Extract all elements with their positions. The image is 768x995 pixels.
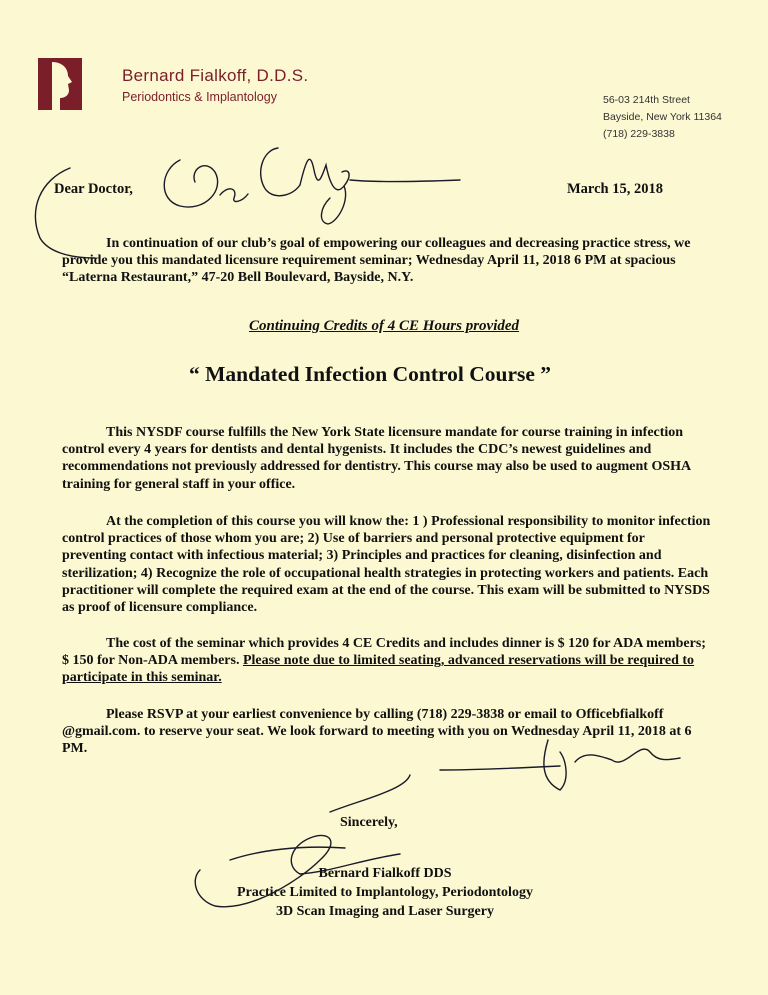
letter-date: March 15, 2018 — [567, 181, 663, 197]
cost-paragraph — [62, 635, 712, 687]
signer-practice: Practice Limited to Implantology, Periodontology — [237, 885, 533, 900]
signature-block — [200, 864, 570, 921]
signer-name: Bernard Fialkoff DDS — [318, 866, 452, 881]
salutation: Dear Doctor, — [54, 181, 133, 197]
objectives-paragraph — [62, 513, 712, 616]
closing: Sincerely, — [340, 815, 398, 830]
address-block — [603, 92, 722, 143]
intro-paragraph — [62, 235, 712, 287]
address-street: 56-03 214th Street — [603, 94, 690, 106]
specialty-letterhead: Periodontics & Implantology — [122, 90, 277, 104]
course-title: “ Mandated Infection Control Course ” — [188, 362, 552, 386]
signer-specialties: 3D Scan Imaging and Laser Surgery — [276, 904, 494, 919]
doctor-name-letterhead: Bernard Fialkoff, D.D.S. — [122, 66, 309, 85]
address-city: Bayside, New York 11364 — [603, 111, 722, 123]
intro-text: In continuation of our club’s goal of empowering our colleagues and decreasing practice stress, we provide you this mandated licensure requirement seminar; Wednesday April 11, 2018 6 PM at spacious “Laterna Restaurant,” 47-20 Bell Boulevard, Bayside, N.Y. — [62, 236, 691, 286]
course-description-paragraph — [62, 424, 712, 493]
rsvp-paragraph — [62, 706, 712, 758]
objectives-text: At the completion of this course you will know the: 1 ) Professional responsibility to monitor infection control practices of those whom you are; 2) Use of barriers and personal protective equipment for preventing contact with infectious material; 3) Principles and practices for cleaning, disinfection and sterilization; 4) Recognize the role of occupational health strategies in protecting workers and patients. Each practitioner will complete the required exam at the end of the course. This exam will be submitted to NYSDS as proof of licensure compliance. — [62, 514, 711, 616]
rsvp-text: Please RSVP at your earliest convenience by calling (718) 229-3838 or email to Officebfialkoff @gmail.com. to reserve your seat. We look forward to meeting with you on Wednesday April 11, 2018 at 6 PM. — [62, 707, 692, 757]
cost-text: The cost of the seminar which provides 4 CE Credits and includes dinner is $ 120 for ADA members; $ 150 for Non-ADA members. — [62, 636, 706, 669]
practice-logo-icon — [38, 58, 82, 110]
course-description-text: This NYSDF course fulfills the New York State licensure mandate for course training in infection control every 4 years for dentists and dental hygenists. It includes the CDC’s newest guidelines and recommendations not previously addressed for dentistry. This course may also be used to augment OSHA training for general staff in your office. — [62, 425, 691, 492]
cost-note-text: Please note due to limited seating, advanced reservations will be required to participate in this seminar. — [62, 653, 695, 686]
address-phone: (718) 229-3838 — [603, 128, 675, 140]
credits-heading: Continuing Credits of 4 CE Hours provided — [248, 318, 520, 334]
